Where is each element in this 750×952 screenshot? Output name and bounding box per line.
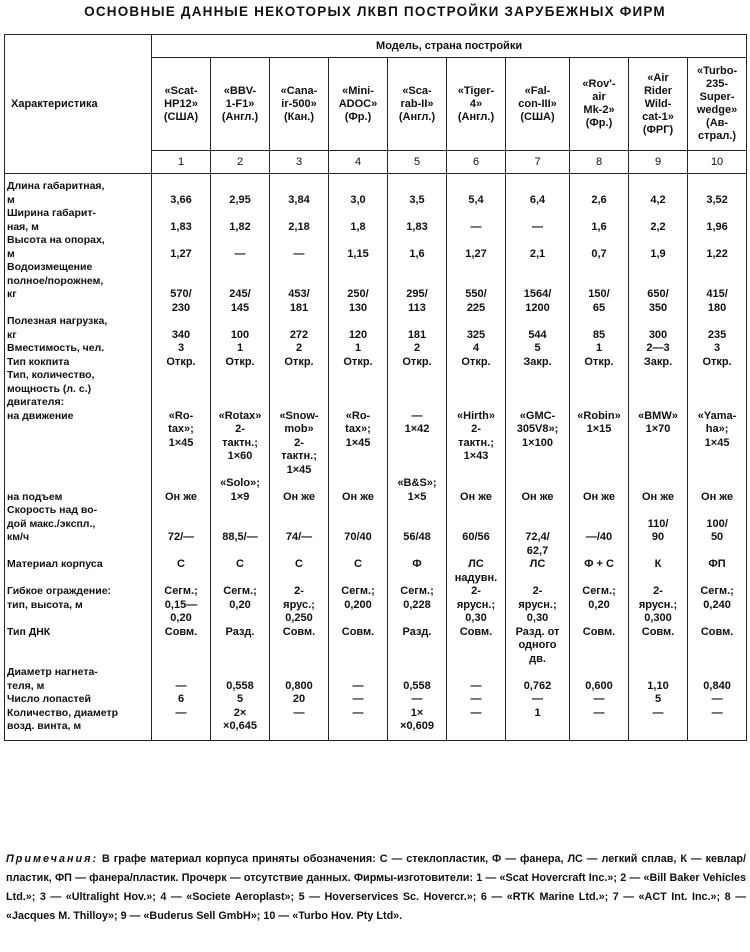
table-cell: 1 xyxy=(506,707,570,741)
table-cell: — xyxy=(329,666,388,693)
row-label: Число лопастей xyxy=(5,693,152,707)
table-cell: 2,1 xyxy=(506,234,570,261)
table-cell: 1,27 xyxy=(152,234,211,261)
table-cell: 110/ 90 xyxy=(629,504,688,558)
table-cell: 100/ 50 xyxy=(688,504,747,558)
table-cell: Сегм.; 0,240 xyxy=(688,585,747,626)
table-cell: Сегм.; 0,200 xyxy=(329,585,388,626)
table-row xyxy=(5,261,747,315)
table-cell: 100 xyxy=(211,315,270,342)
table-row xyxy=(5,342,747,356)
model-header: «Turbo- 235- Super- wedge» (Ав- страл.) xyxy=(688,58,747,151)
model-header: «Fal- con-III» (США) xyxy=(506,58,570,151)
table-cell: С xyxy=(152,558,211,585)
table-cell: — xyxy=(447,207,506,234)
table-cell xyxy=(152,369,211,410)
table-cell: 5 xyxy=(211,693,270,707)
table-cell: Откр. xyxy=(388,356,447,370)
table-cell: 2- ярусн.; 0,30 xyxy=(447,585,506,626)
row-label: Полезная нагрузка, кг xyxy=(5,315,152,342)
table-cell: Откр. xyxy=(329,356,388,370)
table-cell: — xyxy=(447,707,506,741)
table-cell xyxy=(506,369,570,410)
model-header: «BBV- 1-F1» (Англ.) xyxy=(211,58,270,151)
table-cell: «Ro- tax»; 1×45 xyxy=(152,410,211,478)
model-header: «Tiger- 4» (Англ.) xyxy=(447,58,506,151)
column-number: 4 xyxy=(329,151,388,174)
model-header: «Scat- HP12» (США) xyxy=(152,58,211,151)
table-cell: 3,52 xyxy=(688,174,747,208)
table-cell: Совм. xyxy=(629,626,688,667)
table-cell: «Ro- tax»; 1×45 xyxy=(329,410,388,478)
table-cell: 4,2 xyxy=(629,174,688,208)
table-cell: 1 xyxy=(329,342,388,356)
table-cell: 0,600 xyxy=(570,666,629,693)
table-cell: Сегм.; 0,20 xyxy=(211,585,270,626)
table-cell: 60/56 xyxy=(447,504,506,558)
table-row xyxy=(5,477,747,504)
row-label: Ширина габарит- ная, м xyxy=(5,207,152,234)
table-cell: 1,27 xyxy=(447,234,506,261)
column-number: 7 xyxy=(506,151,570,174)
table-cell: 235 xyxy=(688,315,747,342)
table-cell: ФП xyxy=(688,558,747,585)
row-label: Длина габаритная, м xyxy=(5,174,152,208)
table-cell: 3 xyxy=(688,342,747,356)
table-cell: Совм. xyxy=(447,626,506,667)
table-cell: Разд. xyxy=(388,626,447,667)
table-cell: «Hirth» 2- тактн.; 1×43 xyxy=(447,410,506,478)
table-cell: 5 xyxy=(506,342,570,356)
table-cell: Закр. xyxy=(506,356,570,370)
table-cell: Откр. xyxy=(447,356,506,370)
table-cell: 300 xyxy=(629,315,688,342)
table-cell: 6,4 xyxy=(506,174,570,208)
table-cell: 2- ярусн.; 0,300 xyxy=(629,585,688,626)
table-row xyxy=(5,626,747,667)
table-cell: 1,10 xyxy=(629,666,688,693)
table-cell: «B&S»; 1×5 xyxy=(388,477,447,504)
table-cell: 272 xyxy=(270,315,329,342)
row-label: Тип кокпита xyxy=(5,356,152,370)
column-number: 3 xyxy=(270,151,329,174)
table-cell: — xyxy=(688,693,747,707)
table-cell: 1,8 xyxy=(329,207,388,234)
table-cell: Сегм.; 0,20 xyxy=(570,585,629,626)
table-cell: 0,762 xyxy=(506,666,570,693)
table-cell: 0,558 xyxy=(388,666,447,693)
table-cell: 56/48 xyxy=(388,504,447,558)
table-cell: С xyxy=(211,558,270,585)
table-cell: 1 xyxy=(570,342,629,356)
table-cell: 570/ 230 xyxy=(152,261,211,315)
table-cell: 550/ 225 xyxy=(447,261,506,315)
table-cell: Он же xyxy=(570,477,629,504)
model-header: «Air Rider Wild- cat-1» (ФРГ) xyxy=(629,58,688,151)
table-cell: 4 xyxy=(447,342,506,356)
table-row xyxy=(5,504,747,558)
table-cell: 245/ 145 xyxy=(211,261,270,315)
table-row xyxy=(5,558,747,585)
table-cell: 2,2 xyxy=(629,207,688,234)
table-cell xyxy=(329,369,388,410)
table-cell xyxy=(570,369,629,410)
table-cell: 0,800 xyxy=(270,666,329,693)
table-cell: 2- ярус.; 0,250 xyxy=(270,585,329,626)
table-row xyxy=(5,410,747,478)
table-cell: «Solo»; 1×9 xyxy=(211,477,270,504)
table-cell: — xyxy=(152,707,211,741)
table-cell: Совм. xyxy=(152,626,211,667)
table-cell: 250/ 130 xyxy=(329,261,388,315)
column-number: 2 xyxy=(211,151,270,174)
table-cell: 0,558 xyxy=(211,666,270,693)
table-cell: — xyxy=(447,666,506,693)
notes-block xyxy=(6,850,746,926)
table-cell: — xyxy=(629,707,688,741)
table-cell: «Yama- ha»; 1×45 xyxy=(688,410,747,478)
table-cell: Разд. xyxy=(211,626,270,667)
table-cell: «GMC- 305V8»; 1×100 xyxy=(506,410,570,478)
model-header: «Cana- ir-500» (Кан.) xyxy=(270,58,329,151)
table-cell: — xyxy=(570,707,629,741)
row-label: на движение xyxy=(5,410,152,478)
model-header: «Mini- ADOC» (Фр.) xyxy=(329,58,388,151)
table-cell: К xyxy=(629,558,688,585)
table-cell: 5 xyxy=(629,693,688,707)
table-cell: 20 xyxy=(270,693,329,707)
table-cell: 85 xyxy=(570,315,629,342)
row-label: Тип ДНК xyxy=(5,626,152,667)
model-header: «Rov'- air Mk-2» (Фр.) xyxy=(570,58,629,151)
table-cell: 1564/ 1200 xyxy=(506,261,570,315)
table-cell: 6 xyxy=(152,693,211,707)
table-cell: Откр. xyxy=(570,356,629,370)
table-row xyxy=(5,666,747,693)
table-cell: 2 xyxy=(270,342,329,356)
table-cell: 72/— xyxy=(152,504,211,558)
table-cell: 2,95 xyxy=(211,174,270,208)
table-cell: Он же xyxy=(329,477,388,504)
table-cell: Он же xyxy=(447,477,506,504)
table-cell: 1,6 xyxy=(388,234,447,261)
notes-text: В графе материал корпуса приняты обозначения: С — стеклопластик, Ф — фанера, ЛС — легкий сплав, К — кевлар/пластик, ФП — фанера/пластик. Прочерк — отсутствие данных. Фирмы-изготовители: 1 — «Scat Hovercraft Inc.»; 2 — «Bill Baker Vehicles Ltd.»; 3 — «Ultralight Hov.»; 4 — «Societe Aeroplast»; 5 — Hoverservices Sc. Hovercr.»; 6 — «RTK Marine Ltd.»; 7 — «ACT Int. Inc.»; 8 — «Jacques M. Thilloy»; 9 — «Buderus Sell GmbH»; 10 — «Turbo Hov. Pty Ltd». xyxy=(6,853,746,922)
table-cell xyxy=(388,369,447,410)
table-cell: 295/ 113 xyxy=(388,261,447,315)
table-cell: ЛС надувн. xyxy=(447,558,506,585)
table-cell: 3,66 xyxy=(152,174,211,208)
table-cell: 3,84 xyxy=(270,174,329,208)
table-cell: 3,0 xyxy=(329,174,388,208)
table-cell: «BMW» 1×70 xyxy=(629,410,688,478)
table-cell: 544 xyxy=(506,315,570,342)
table-cell: 0,840 xyxy=(688,666,747,693)
row-label: Количество, диаметр возд. винта, м xyxy=(5,707,152,741)
table-cell: 88,5/— xyxy=(211,504,270,558)
table-cell: Он же xyxy=(152,477,211,504)
row-label: Тип, количество, мощность (л. с.) двигателя: xyxy=(5,369,152,410)
table-cell: 70/40 xyxy=(329,504,388,558)
row-label: Вместимость, чел. xyxy=(5,342,152,356)
table-cell: ЛС xyxy=(506,558,570,585)
table-cell: 1,22 xyxy=(688,234,747,261)
table-cell: — xyxy=(329,707,388,741)
table-cell: «Rotax» 2- тактн.; 1×60 xyxy=(211,410,270,478)
row-label: на подъем xyxy=(5,477,152,504)
table-cell: Совм. xyxy=(570,626,629,667)
table-cell: Откр. xyxy=(270,356,329,370)
page-title: ОСНОВНЫЕ ДАННЫЕ НЕКОТОРЫХ ЛКВП ПОСТРОЙКИ ЗАРУБЕЖНЫХ ФИРМ xyxy=(84,4,666,19)
table-cell: 1,82 xyxy=(211,207,270,234)
row-label: Скорость над во- дой макс./экспл., км/ч xyxy=(5,504,152,558)
table-row xyxy=(5,369,747,410)
table-cell: 3,5 xyxy=(388,174,447,208)
table-cell: 5,4 xyxy=(447,174,506,208)
table-cell: —/40 xyxy=(570,504,629,558)
table-row xyxy=(5,207,747,234)
column-number: 8 xyxy=(570,151,629,174)
row-label: Материал корпуса xyxy=(5,558,152,585)
column-number: 9 xyxy=(629,151,688,174)
table-cell: 3 xyxy=(152,342,211,356)
table-cell: — xyxy=(688,707,747,741)
table-cell: «Robin» 1×15 xyxy=(570,410,629,478)
specs-table xyxy=(4,34,747,741)
table-row xyxy=(5,174,747,208)
specs-body xyxy=(5,174,747,741)
table-cell: 2× ×0,645 xyxy=(211,707,270,741)
row-label: Диаметр нагнета- теля, м xyxy=(5,666,152,693)
table-cell: Он же xyxy=(270,477,329,504)
table-cell: Откр. xyxy=(211,356,270,370)
table-cell: — xyxy=(211,234,270,261)
table-cell: 1,96 xyxy=(688,207,747,234)
row-label: Гибкое ограждение: тип, высота, м xyxy=(5,585,152,626)
table-cell: — xyxy=(506,207,570,234)
table-cell xyxy=(270,369,329,410)
table-cell: 650/ 350 xyxy=(629,261,688,315)
model-group-header: Модель, страна постройки xyxy=(152,35,747,58)
table-cell: 1,6 xyxy=(570,207,629,234)
table-cell: — xyxy=(270,234,329,261)
table-row xyxy=(5,707,747,741)
table-cell: 1,83 xyxy=(152,207,211,234)
column-number: 1 xyxy=(152,151,211,174)
table-cell: 2 xyxy=(388,342,447,356)
table-cell: — xyxy=(447,693,506,707)
table-cell: Совм. xyxy=(688,626,747,667)
table-cell: Разд. от одного дв. xyxy=(506,626,570,667)
table-cell: Ф + С xyxy=(570,558,629,585)
table-row xyxy=(5,356,747,370)
table-cell: 74/— xyxy=(270,504,329,558)
table-cell: 2- ярусн.; 0,30 xyxy=(506,585,570,626)
table-cell: Откр. xyxy=(688,356,747,370)
model-header: «Sca- rab-II» (Англ.) xyxy=(388,58,447,151)
column-number: 10 xyxy=(688,151,747,174)
table-cell: Ф xyxy=(388,558,447,585)
table-cell: — xyxy=(388,693,447,707)
table-cell: — xyxy=(329,693,388,707)
column-number: 6 xyxy=(447,151,506,174)
table-cell: 2,18 xyxy=(270,207,329,234)
table-cell xyxy=(629,369,688,410)
table-cell: 415/ 180 xyxy=(688,261,747,315)
characteristic-header: Характеристика xyxy=(5,35,152,174)
table-cell: Он же xyxy=(688,477,747,504)
table-cell: 2—3 xyxy=(629,342,688,356)
table-cell: Совм. xyxy=(329,626,388,667)
table-row xyxy=(5,585,747,626)
table-cell: — xyxy=(270,707,329,741)
table-cell: — xyxy=(570,693,629,707)
table-cell: — xyxy=(152,666,211,693)
table-cell: — 1×42 xyxy=(388,410,447,478)
table-cell xyxy=(211,369,270,410)
table-cell: Он же xyxy=(629,477,688,504)
table-cell xyxy=(688,369,747,410)
table-cell: С xyxy=(270,558,329,585)
table-cell: 1,9 xyxy=(629,234,688,261)
table-cell: 1× ×0,609 xyxy=(388,707,447,741)
table-cell: 72,4/ 62,7 xyxy=(506,504,570,558)
table-row xyxy=(5,693,747,707)
table-cell: 1 xyxy=(211,342,270,356)
table-cell: 150/ 65 xyxy=(570,261,629,315)
table-row xyxy=(5,315,747,342)
column-number: 5 xyxy=(388,151,447,174)
table-cell: Он же xyxy=(506,477,570,504)
table-cell: — xyxy=(506,693,570,707)
table-cell: 1,83 xyxy=(388,207,447,234)
notes-heading: Примечания: xyxy=(6,853,99,865)
table-row xyxy=(5,234,747,261)
table-cell: 181 xyxy=(388,315,447,342)
table-cell: С xyxy=(329,558,388,585)
row-label: Высота на опорах, м xyxy=(5,234,152,261)
table-cell: «Snow- mob» 2- тактн.; 1×45 xyxy=(270,410,329,478)
table-cell: 453/ 181 xyxy=(270,261,329,315)
table-cell: 120 xyxy=(329,315,388,342)
table-cell: 2,6 xyxy=(570,174,629,208)
table-cell: Закр. xyxy=(629,356,688,370)
table-cell xyxy=(447,369,506,410)
table-cell: Совм. xyxy=(270,626,329,667)
row-label: Водоизмещение полное/порожнем, кг xyxy=(5,261,152,315)
table-cell: 340 xyxy=(152,315,211,342)
table-cell: 0,7 xyxy=(570,234,629,261)
table-cell: 325 xyxy=(447,315,506,342)
table-cell: Сегм.; 0,15— 0,20 xyxy=(152,585,211,626)
table-cell: 1,15 xyxy=(329,234,388,261)
table-cell: Откр. xyxy=(152,356,211,370)
table-cell: Сегм.; 0,228 xyxy=(388,585,447,626)
